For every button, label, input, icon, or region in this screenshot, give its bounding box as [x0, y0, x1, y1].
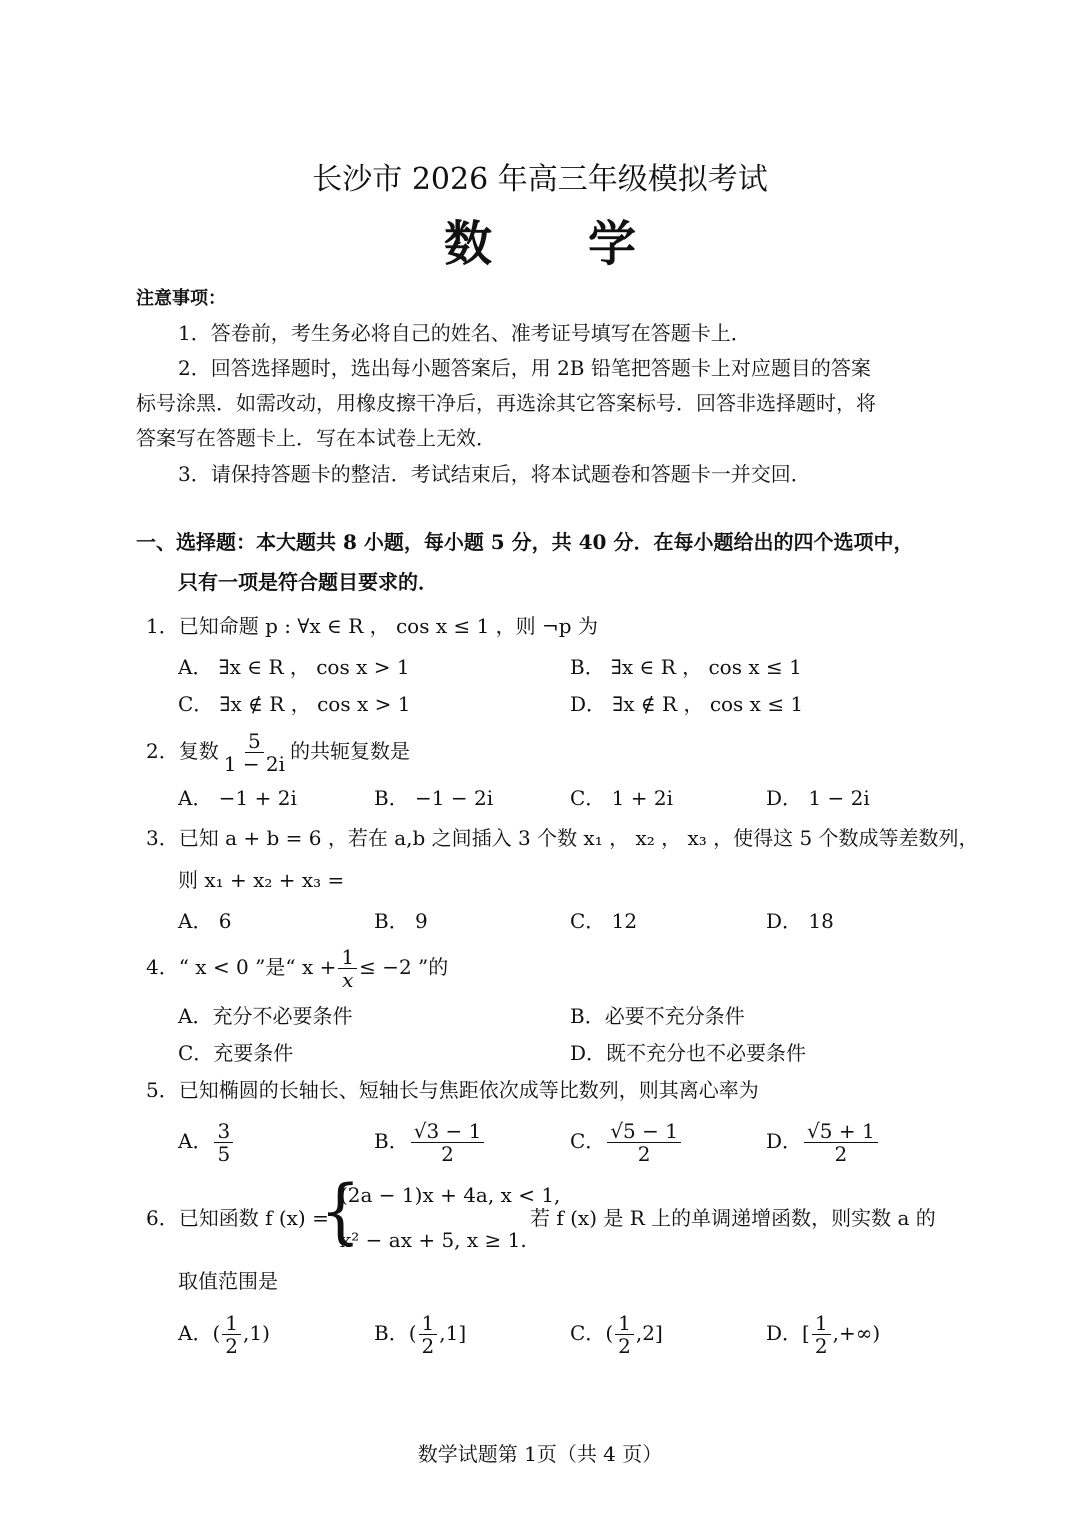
- q6-c-close: ,2]: [635, 1321, 663, 1345]
- q6-c-numerator: 1: [615, 1312, 634, 1335]
- q5-option-d: [766, 1120, 880, 1165]
- q5-b-fraction: [411, 1120, 485, 1165]
- q6-b-fraction: [419, 1312, 438, 1357]
- q2-option-b: B． −1 − 2i: [374, 786, 494, 810]
- q6-a-fraction: [222, 1312, 241, 1357]
- q6-case-1: (2a − 1)x + 4a, x < 1,: [340, 1183, 561, 1207]
- q5-a-fraction: [214, 1120, 233, 1165]
- q6-prefix: 6．已知函数 f (x) =: [146, 1206, 329, 1230]
- notice-line-2c: 答案写在答题卡上．写在本试卷上无效．: [136, 426, 496, 450]
- q6-d-denominator: 2: [814, 1334, 828, 1358]
- subject-title: 数 学: [443, 216, 636, 272]
- q4-denominator: x: [342, 968, 354, 992]
- q5-c-label: C．: [570, 1129, 606, 1153]
- q6-b-open: (: [408, 1321, 417, 1345]
- q6-a-numerator: 1: [222, 1312, 241, 1335]
- question-3-stem-1: 3．已知 a + b = 6 ，若在 a,b 之间插入 3 个数 x₁ ， x₂ ， x₃ ，使得这 5 个数成等差数列，: [146, 826, 979, 850]
- question-3-stem-2: 则 x₁ + x₂ + x₃ =: [178, 868, 345, 892]
- q5-b-label: B．: [374, 1129, 409, 1153]
- q6-a-open: (: [212, 1321, 221, 1345]
- q4-option-b: B．必要不充分条件: [570, 1004, 745, 1028]
- q6-option-b: [374, 1312, 466, 1357]
- section-heading: 一、选择题：本大题共 8 小题，每小题 5 分，共 40 分．在每小题给出的四个选项中，: [136, 530, 914, 554]
- q5-d-fraction: [804, 1120, 878, 1165]
- q6-a-close: ,1): [243, 1321, 270, 1345]
- q6-case-2: x² − ax + 5, x ≥ 1.: [340, 1228, 527, 1252]
- q5-a-denominator: 5: [217, 1142, 231, 1166]
- q6-d-close: ,+∞): [832, 1321, 881, 1345]
- q6-suffix: 若 f (x) 是 R 上的单调递增函数，则实数 a 的: [530, 1206, 936, 1230]
- q6-c-label: C．: [570, 1321, 606, 1345]
- q5-d-label: D．: [766, 1129, 803, 1153]
- question-6-stem-2: 取值范围是: [178, 1269, 278, 1293]
- q1-option-d: D． ∃x ∉ R ， cos x ≤ 1: [570, 692, 804, 716]
- q2-option-a: A． −1 + 2i: [178, 786, 297, 810]
- q5-a-label: A．: [178, 1129, 213, 1153]
- q5-option-a: [178, 1120, 235, 1165]
- q3-option-a: A． 6: [178, 909, 232, 933]
- notice-line-2b: 标号涂黑．如需改动，用橡皮擦干净后，再选涂其它答案标号．回答非选择题时，将: [136, 391, 876, 415]
- q6-b-denominator: 2: [421, 1334, 435, 1358]
- q5-c-denominator: 2: [637, 1142, 651, 1166]
- q6-brace: {: [320, 1171, 361, 1253]
- q6-c-open: (: [605, 1321, 614, 1345]
- q1-option-b: B． ∃x ∈ R ， cos x ≤ 1: [570, 655, 802, 679]
- notice-line-2a: 2．回答选择题时，选出每小题答案后，用 2B 铅笔把答题卡上对应题目的答案: [178, 356, 871, 380]
- q6-d-fraction: [812, 1312, 831, 1357]
- q4-numerator: 1: [338, 946, 357, 969]
- q4-option-a: A．充分不必要条件: [178, 1004, 353, 1028]
- q6-option-a: [178, 1312, 270, 1357]
- q6-c-fraction: [615, 1312, 634, 1357]
- q6-b-close: ,1]: [439, 1321, 467, 1345]
- q5-b-numerator: √3 − 1: [411, 1120, 485, 1143]
- q6-d-numerator: 1: [812, 1312, 831, 1335]
- q3-option-d: D． 18: [766, 909, 834, 933]
- question-2-stem: [146, 730, 410, 775]
- q5-d-denominator: 2: [834, 1142, 848, 1166]
- q4-option-d: D．既不充分也不必要条件: [570, 1041, 807, 1065]
- q2-denominator: 1 − 2i: [223, 752, 286, 776]
- page-footer: 数学试题第 1页（共 4 页）: [417, 1442, 663, 1466]
- q3-option-c: C． 12: [570, 909, 638, 933]
- q5-option-b: [374, 1120, 486, 1165]
- q5-c-numerator: √5 − 1: [607, 1120, 681, 1143]
- q4-prefix: 4．“ x < 0 ”是“ x +: [146, 955, 337, 979]
- q2-fraction: [221, 730, 288, 775]
- exam-title: 长沙市 2026 年高三年级模拟考试: [312, 162, 768, 197]
- question-1-stem: 1．已知命题 p : ∀x ∈ R ， cos x ≤ 1 ，则 ¬p 为: [146, 614, 598, 638]
- q6-option-d: [766, 1312, 880, 1357]
- q6-d-label: D．: [766, 1321, 803, 1345]
- q6-b-label: B．: [374, 1321, 409, 1345]
- q2-option-d: D． 1 − 2i: [766, 786, 870, 810]
- q5-d-numerator: √5 + 1: [804, 1120, 878, 1143]
- q6-a-denominator: 2: [225, 1334, 238, 1358]
- q1-option-a: A． ∃x ∈ R ， cos x > 1: [178, 655, 410, 679]
- q6-a-label: A．: [178, 1321, 213, 1345]
- q2-suffix: 的共轭复数是: [290, 739, 411, 763]
- notice-line-1: 1．答卷前，考生务必将自己的姓名、准考证号填写在答题卡上．: [178, 321, 751, 345]
- q2-prefix: 2．复数: [146, 739, 219, 763]
- question-4-stem: [146, 946, 448, 991]
- notice-line-3: 3．请保持答题卡的整洁．考试结束后，将本试题卷和答题卡一并交回．: [178, 462, 811, 486]
- q6-option-c: [570, 1312, 663, 1357]
- q4-fraction: [338, 946, 357, 991]
- q4-option-c: C．充要条件: [178, 1041, 294, 1065]
- q6-b-numerator: 1: [419, 1312, 438, 1335]
- question-5-stem: 5．已知椭圆的长轴长、短轴长与焦距依次成等比数列，则其离心率为: [146, 1078, 759, 1102]
- notice-heading: 注意事项：: [136, 288, 226, 309]
- q2-option-c: C． 1 + 2i: [570, 786, 673, 810]
- q1-option-c: C． ∃x ∉ R ， cos x > 1: [178, 692, 411, 716]
- q6-d-open: [: [802, 1321, 810, 1345]
- q5-a-numerator: 3: [214, 1120, 233, 1143]
- q2-numerator: 5: [245, 730, 264, 753]
- q3-option-b: B． 9: [374, 909, 428, 933]
- section-heading-2: 只有一项是符合题目要求的．: [178, 570, 438, 594]
- q5-option-c: [570, 1120, 683, 1165]
- q6-c-denominator: 2: [618, 1334, 631, 1358]
- q5-b-denominator: 2: [441, 1142, 454, 1166]
- q4-suffix: ≤ −2 ”的: [359, 955, 449, 979]
- q5-c-fraction: [607, 1120, 681, 1165]
